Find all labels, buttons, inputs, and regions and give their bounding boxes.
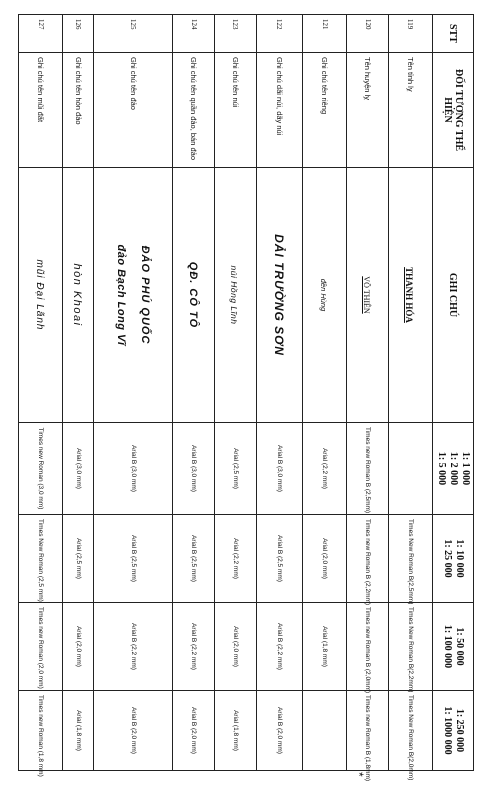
table-row <box>93 15 172 771</box>
row-example <box>215 168 257 423</box>
scale-label: 1: 2 000 <box>448 451 459 486</box>
table-row <box>63 15 94 771</box>
example-text: VÕ THIÊN <box>361 276 371 314</box>
font-spec: Arial B (2,2 mm) <box>256 603 302 691</box>
font-spec: Arial B (2,5 mm) <box>93 515 172 603</box>
row-stt: 126 <box>63 15 94 53</box>
asterisk-mark: * <box>352 772 366 777</box>
row-example <box>256 168 302 423</box>
header-scale-2 <box>433 515 474 603</box>
header-object: ĐỐI TƯỢNG THỂ HIỆN <box>433 53 474 168</box>
font-spec: Times new Roman (1,8 mm) <box>19 691 63 771</box>
row-object: Tên huyện lỵ <box>347 53 389 168</box>
example-text: QĐ. CÔ TÔ <box>186 261 199 329</box>
font-spec: Arial (1,8 mm) <box>303 603 347 691</box>
font-spec: Arial (2,2 mm) <box>215 515 257 603</box>
row-example <box>173 168 215 423</box>
row-stt: 125 <box>93 15 172 53</box>
example-text: mũi Đại Lãnh <box>33 259 45 331</box>
row-example <box>303 168 347 423</box>
font-spec: Arial (2,5 mm) <box>215 423 257 515</box>
table-row <box>215 15 257 771</box>
font-spec: Times New Roman B(2,2mm) <box>388 603 432 691</box>
font-spec <box>388 423 432 515</box>
table-row <box>19 15 63 771</box>
font-spec: Times new Roman B (1,8mm) <box>347 691 389 771</box>
symbol-table <box>18 14 474 782</box>
row-stt: 120 <box>347 15 389 53</box>
example-text: núi Hồng Lĩnh <box>229 265 240 325</box>
example-text: hòn Khoai <box>71 263 84 327</box>
scale-label: 1: 1000 000 <box>442 706 453 755</box>
scale-label: 1: 5 000 <box>436 451 447 486</box>
example-text: DẢI TRƯỜNG SƠN <box>272 234 287 356</box>
row-object: Ghi chú tên mũi đất <box>19 53 63 168</box>
row-object: Tên tỉnh lỵ <box>388 53 432 168</box>
font-spec: Arial (2,0 mm) <box>303 515 347 603</box>
header-scale-1 <box>433 423 474 515</box>
scale-label: 1: 10 000 <box>454 539 465 578</box>
header-example: GHI CHÚ <box>433 168 474 423</box>
scale-label: 1: 250 000 <box>454 708 465 753</box>
row-example <box>63 168 94 423</box>
font-spec: Times new Roman (3,0 mm) <box>19 423 63 515</box>
font-spec: Arial B (2,0 mm) <box>93 691 172 771</box>
row-example <box>93 168 172 423</box>
row-object: Ghi chú tên đảo <box>93 53 172 168</box>
table-row <box>388 15 432 771</box>
font-spec: Arial (2,5 mm) <box>63 515 94 603</box>
font-spec: Arial B (3,0 mm) <box>93 423 172 515</box>
font-spec: Times New Roman B(2,5mm) <box>388 515 432 603</box>
font-spec: Arial B (2,5 mm) <box>256 515 302 603</box>
font-spec <box>303 691 347 771</box>
font-spec: Arial B (2,2 mm) <box>93 603 172 691</box>
row-object: Ghi chú tên hòn đảo <box>63 53 94 168</box>
row-object: Ghi chú tên riêng <box>303 53 347 168</box>
font-spec: Arial B (2,5 mm) <box>173 515 215 603</box>
row-stt: 119 <box>388 15 432 53</box>
font-spec: Arial B (2,2 mm) <box>173 603 215 691</box>
header-scale-4 <box>433 691 474 771</box>
row-stt: 123 <box>215 15 257 53</box>
row-example <box>388 168 432 423</box>
example-text: THANH HÓA <box>404 267 415 323</box>
row-object: Ghi chú dãi núi, dãy núi <box>256 53 302 168</box>
table-header-row <box>433 15 474 771</box>
example-text: đảo Bạch Long Vĩ <box>115 244 128 346</box>
scale-label: 1: 100 000 <box>442 624 453 669</box>
font-spec: Arial B (3,0 mm) <box>256 423 302 515</box>
font-spec: Arial (2,0 mm) <box>63 603 94 691</box>
row-stt: 124 <box>173 15 215 53</box>
font-spec: Arial (3,0 mm) <box>63 423 94 515</box>
example-text: ĐẢO PHÚ QUỐC <box>139 245 152 345</box>
font-spec: Arial B (2,0 mm) <box>173 691 215 771</box>
font-spec: Arial (2,2 mm) <box>303 423 347 515</box>
row-example <box>347 168 389 423</box>
font-spec: Arial (1,8 mm) <box>215 691 257 771</box>
header-scale-3 <box>433 603 474 691</box>
row-stt: 122 <box>256 15 302 53</box>
table-row <box>256 15 302 771</box>
example-text: đền Hùng <box>318 278 328 312</box>
row-object: Ghi chú tên quần đảo, bán đảo <box>173 53 215 168</box>
font-spec: Times new Roman B (2,0mm) <box>347 603 389 691</box>
row-stt: 127 <box>19 15 63 53</box>
font-spec: Times new Roman (2,0 mm) <box>19 603 63 691</box>
font-spec: Times new Roman B (2,2mm) <box>347 515 389 603</box>
font-spec: Arial (2,0 mm) <box>215 603 257 691</box>
font-spec: Times New Roman B(2,0mm) <box>388 691 432 771</box>
font-spec: Times New Roman (2,5 mm) <box>19 515 63 603</box>
table-row <box>303 15 347 771</box>
row-example <box>19 168 63 423</box>
header-stt: STT <box>433 15 474 53</box>
table-row <box>347 15 389 771</box>
scale-label: 1: 1 000 <box>460 451 471 486</box>
row-object: Ghi chú tên núi <box>215 53 257 168</box>
font-spec: Arial (1,8 mm) <box>63 691 94 771</box>
scale-label: 1: 25 000 <box>442 539 453 578</box>
font-spec: Arial B (2,0 mm) <box>256 691 302 771</box>
scale-label: 1: 50 000 <box>454 627 465 666</box>
table-row <box>173 15 215 771</box>
font-spec: Arial B (3,0 mm) <box>173 423 215 515</box>
row-stt: 121 <box>303 15 347 53</box>
font-spec: Times new Roman B (2,5mm) <box>347 423 389 515</box>
